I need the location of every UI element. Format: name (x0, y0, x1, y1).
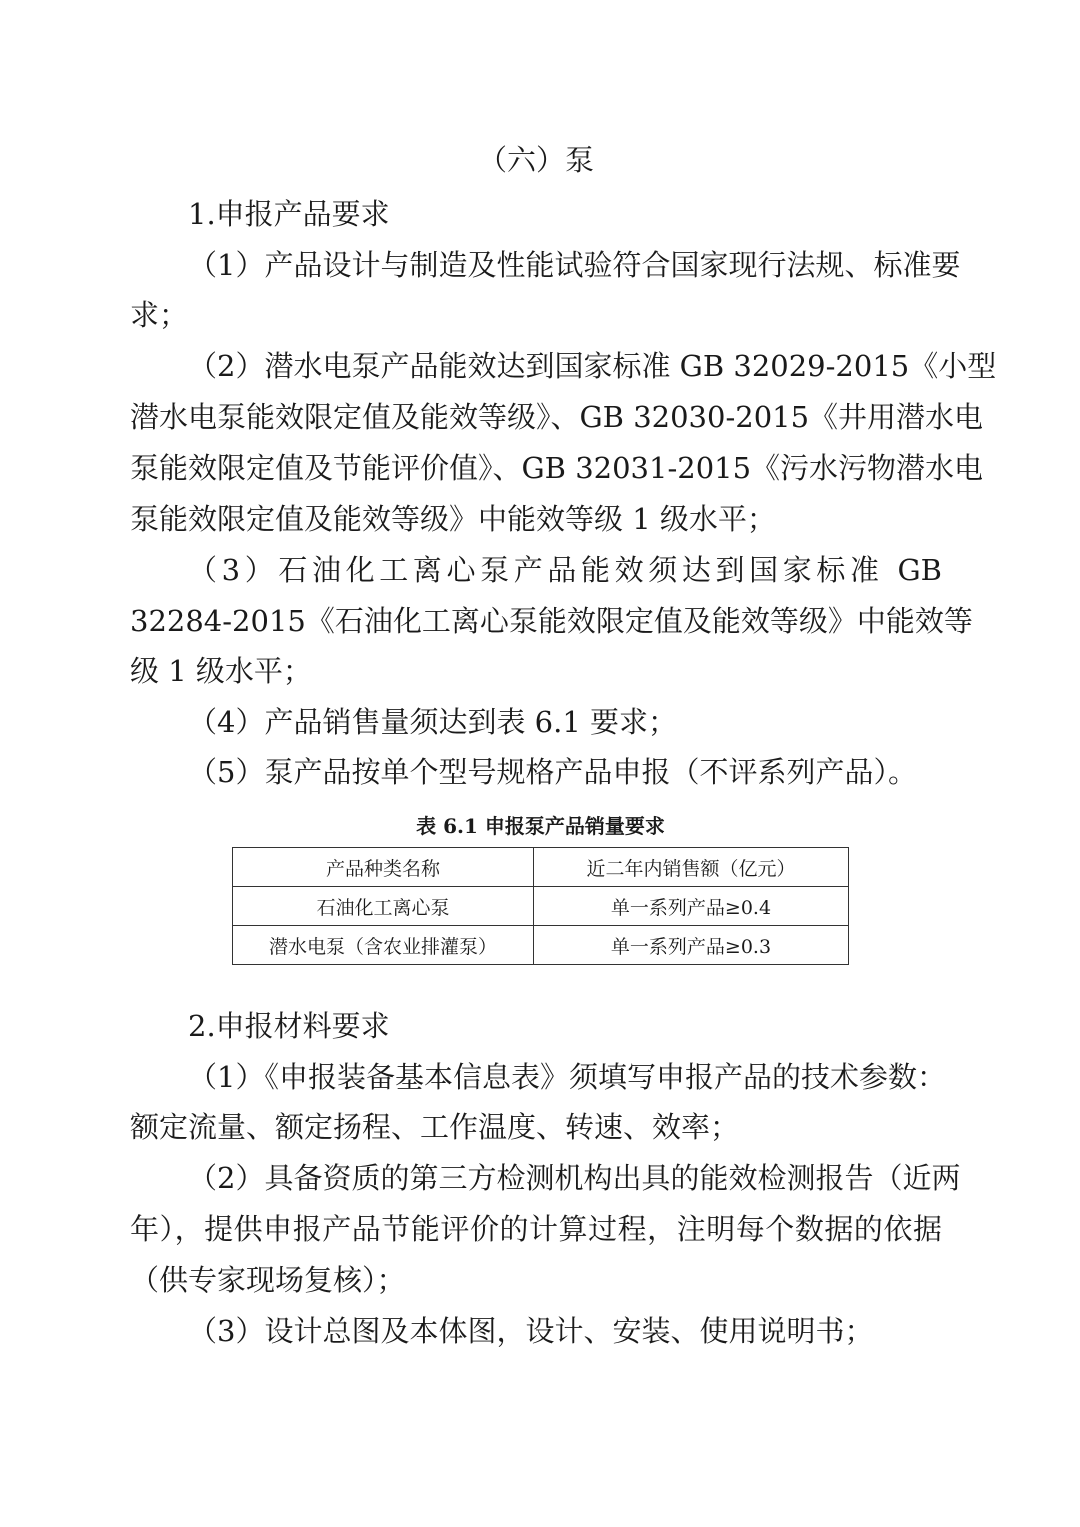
part2-line: （供专家现场复核）； (130, 1263, 406, 1297)
part2-line: （1）《申报装备基本信息表》须填写申报产品的技术参数： (188, 1060, 946, 1094)
part1-line: 求； (130, 298, 189, 332)
table-row (233, 887, 849, 926)
sales-table (232, 847, 849, 965)
part1-line: （3）石油化工离心泵产品能效须达到国家标准 GB (188, 553, 942, 587)
part1-line: （5）泵产品按单个型号规格产品申报（不评系列产品）。 (188, 755, 917, 789)
table-header-row (233, 848, 849, 887)
part1-heading: 1.申报产品要求 (188, 197, 390, 231)
table-cell: 单一系列产品≥0.4 (534, 887, 849, 926)
part1-line: （1）产品设计与制造及性能试验符合国家现行法规、标准要 (188, 248, 961, 282)
part2-line: 额定流量、额定扬程、工作温度、转速、效率； (130, 1110, 740, 1144)
part1-line: 32284-2015《石油化工离心泵能效限定值及能效等级》中能效等 (130, 604, 973, 638)
part1-line: （2）潜水电泵产品能效达到国家标准 GB 32029-2015《小型 (188, 349, 997, 383)
table-cell: 潜水电泵（含农业排灌泵） (233, 926, 534, 965)
table-header-cell: 产品种类名称 (233, 848, 534, 887)
part1-line: 潜水电泵能效限定值及能效等级》、GB 32030-2015《井用潜水电 (130, 400, 984, 434)
part2-heading: 2.申报材料要求 (188, 1009, 390, 1043)
part1-line: 泵能效限定值及能效等级》中能效等级 1 级水平； (130, 502, 776, 536)
table-caption: 表 6.1 申报泵产品销量要求 (416, 814, 665, 838)
part1-line: （4）产品销售量须达到表 6.1 要求； (188, 705, 678, 739)
table-cell: 石油化工离心泵 (233, 887, 534, 926)
part2-line: 年），提供申报产品节能评价的计算过程，注明每个数据的依据 (130, 1212, 942, 1246)
table-cell: 单一系列产品≥0.3 (534, 926, 849, 965)
part2-line: （3）设计总图及本体图，设计、安装、使用说明书； (188, 1314, 874, 1348)
part1-line: 泵能效限定值及节能评价值》、GB 32031-2015《污水污物潜水电 (130, 451, 984, 485)
table-row (233, 926, 849, 965)
table-header-cell: 近二年内销售额（亿元） (534, 848, 849, 887)
part2-line: （2）具备资质的第三方检测机构出具的能效检测报告（近两 (188, 1161, 961, 1195)
part1-line: 级 1 级水平； (130, 654, 312, 688)
section-title: （六）泵 (477, 143, 594, 177)
